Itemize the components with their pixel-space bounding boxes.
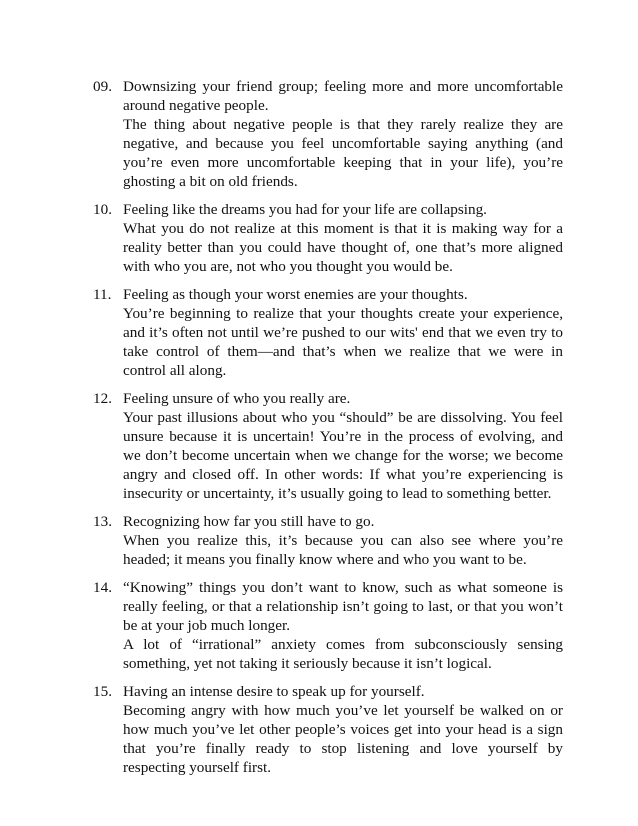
- item-body: When you realize this, it’s because you can also see where you’re headed; it means you finally know where and who you want to be.: [123, 532, 563, 568]
- list-item: [93, 512, 563, 569]
- item-number: 14.: [93, 579, 112, 596]
- item-heading: Feeling as though your worst enemies are your thoughts.: [123, 286, 468, 303]
- item-body: What you do not realize at this moment is that it is making way for a reality better than you could have thought of, one that’s more aligned with who you are, not who you thought you would be.: [123, 220, 563, 275]
- item-number: 11.: [93, 286, 112, 303]
- numbered-list: [93, 77, 563, 786]
- item-heading: Recognizing how far you still have to go.: [123, 513, 375, 530]
- item-heading: Having an intense desire to speak up for yourself.: [123, 683, 425, 700]
- item-heading: “Knowing” things you don’t want to know, such as what someone is really feeling, or that a relationship isn’t going to last, or that you won’t be at your job much longer.: [123, 579, 563, 634]
- item-body: You’re beginning to realize that your thoughts create your experience, and it’s often not until we’re pushed to our wits' end that we even try to take control of them—and that’s when we realize that we were in control all along.: [123, 305, 563, 379]
- item-number: 10.: [93, 201, 112, 218]
- item-heading: Feeling unsure of who you really are.: [123, 390, 351, 407]
- list-item: [93, 389, 563, 503]
- item-number: 15.: [93, 683, 112, 700]
- item-number: 13.: [93, 513, 112, 530]
- item-heading: Feeling like the dreams you had for your life are collapsing.: [123, 201, 487, 218]
- list-item: [93, 200, 563, 276]
- list-item: [93, 682, 563, 777]
- item-number: 12.: [93, 390, 112, 407]
- item-body: Becoming angry with how much you’ve let yourself be walked on or how much you’ve let other people’s voices get into your head is a sign that you’re finally ready to stop listening and love yourself by respecting yourself first.: [123, 702, 563, 776]
- list-item: [93, 578, 563, 673]
- list-item: [93, 285, 563, 380]
- item-body: A lot of “irrational” anxiety comes from subconsciously sensing something, yet not taking it seriously because it isn’t logical.: [123, 636, 563, 672]
- item-body: The thing about negative people is that they rarely realize they are negative, and because you feel uncomfortable saying anything (and you’re even more uncomfortable keeping that in your life), you’re ghosting a bit on old friends.: [123, 116, 563, 190]
- item-heading: Downsizing your friend group; feeling more and more uncomfortable around negative people.: [123, 78, 563, 114]
- item-body: Your past illusions about who you “should” be are dissolving. You feel unsure because it is uncertain! You’re in the process of evolving, and we don’t become uncertain when we change for the worse; we become angry and closed off. In other words: If what you’re experiencing is insecurity or uncertainty, it’s usually going to lead to something better.: [123, 409, 563, 502]
- list-item: [93, 77, 563, 191]
- item-number: 09.: [93, 78, 112, 95]
